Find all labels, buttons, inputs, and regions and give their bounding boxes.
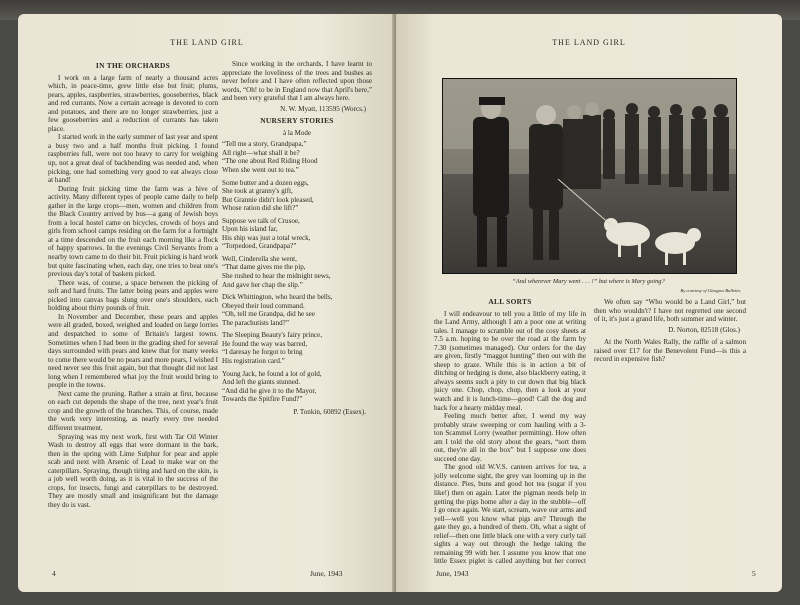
article-title-all-sorts: ALL SORTS	[488, 297, 532, 306]
running-head-left: THE LAND GIRL	[170, 38, 244, 47]
verse-line: And left the giants stunned.	[222, 378, 301, 387]
verse	[222, 217, 372, 251]
verse-line: “That dame gives me the pip,	[222, 263, 306, 272]
paragraph: I started work in the early summer of last year and spent a busy two and a half months fruit picking. I found raspberries full, were not too heavy to carry for weighing up, not a great deal of backbending was needed and, when picking, one had something very good to eat always close at hand!	[48, 133, 218, 185]
verse-line: His ship was just a total wreck,	[222, 233, 311, 242]
verse-line: “I daresay he forgot to bring	[222, 348, 303, 357]
verse-line: “Tell me a story, Grandpapa,”	[222, 140, 307, 149]
verse-line: Some butter and a dozen eggs,	[222, 178, 309, 187]
paragraph: There was, of course, a space between the picking of soft and hard fruits. The latter being pears and apples were picked into canvas bags slung over one's shoulders, each holding about thirty pounds of fruit.	[48, 278, 218, 313]
photo-caption: “And wherever Mary went . . . !” but where is Mary going?	[512, 278, 665, 285]
verse	[222, 370, 372, 404]
verse-line: And gave her chap the slip.”	[222, 280, 303, 289]
paragraph: The good old W.V.S. canteen arrives for tea, a jolly welcome sight, the grey van looming up in the distance. Pies, buns and good hot tea (sugar if you like!) then on again. Later the pigman needs help in getting the pigs home after a day in the stubble—off I go once again. We start, scream, wave our arms and yell—well you know what pigs are? Through the gate they go, a hundred of them. Oh, what a sight of relief—then one little black one with a very curly tail sights a way out through the hedge taking the remaining 99 with her. I assume you know that one little Essex piglet is called anything but her correct	[434, 463, 586, 566]
signature-tonkin: P. Tonkin, 60892 (Essex).	[293, 407, 366, 416]
running-head-right: THE LAND GIRL	[552, 38, 626, 47]
verse-line: Whose ration did she lift?”	[222, 204, 299, 213]
article-subtitle: à la Mode	[283, 128, 311, 137]
paragraph: Feeling much better after, I wend my way probably straw sweeping or corn hauling with a 3-ton Scammel Lorry (weather permitting). How often am I told the old story about the gears, “sort them out, they're all in the box” but I suppose one does succeed one day.	[434, 412, 586, 463]
verse-line: “And did he give it to the Mayor,	[222, 386, 317, 395]
verse	[222, 179, 372, 213]
left-column-1	[48, 60, 218, 570]
right-column-2	[594, 298, 746, 570]
verse-line: Well, Cinderella she went,	[222, 254, 297, 263]
paragraph: I work on a large farm of nearly a thousand acres which, in peace-time, grew little else but fruit; plums, pears, apples, raspberries, strawberries, gooseberries, black and red currants. Now a certain acreage is devoted to corn and potatoes, and there are no longer strawberries, just a few gooseberries and a reduction of currants has taken place.	[48, 73, 218, 133]
right-page	[396, 14, 782, 592]
verse	[222, 293, 372, 327]
left-column-2	[222, 60, 372, 580]
paragraph: I will endeavour to tell you a little of my life in the Land Army, although I am a poor one at writing tales. I manage to scramble out of the cosy sheets at 7.5 a.m. hoping to be over the road at the farm by 7.30 (sometimes managed). Our orders for the day are given, firstly “maggot hunting” then out with the sheep to graze. While this is in action a bit of ditching or hedging is done, also blackberry eating, it always seems such a pity to cut down that big black juicy one. Chop, chop, chop, then a look at your watch and it is lunch-time—good! Call the dog and back for a hearty midday meal.	[434, 309, 586, 412]
article-title-nursery: NURSERY STORIES	[260, 116, 334, 126]
verse-line: Young Jack, he found a lot of gold,	[222, 369, 322, 378]
photograph	[442, 78, 737, 274]
verse-line: She rushed to hear the midnight news,	[222, 272, 331, 281]
paragraph: We often say “Who would be a Land Girl,” but then who wouldn't? I have not regretted one second of it, it's just a grand life, both summer and winter.	[594, 298, 746, 324]
signature-myatt: N. W. Myatt, 113595 (Worcs.)	[280, 104, 366, 113]
verse-line: When she went out to tea.”	[222, 166, 299, 175]
verse-line: His registration card.”	[222, 356, 285, 365]
verse	[222, 331, 372, 365]
page-number-left: 4	[52, 569, 56, 578]
page-number-right: 5	[752, 569, 756, 578]
note-paragraph: At the North Wales Rally, the raffle of a salmon raised over £17 for the Benevolent Fund—is this a record in expensive fish?	[594, 338, 746, 364]
verse-line: Towards the Spitfire Fund?”	[222, 395, 303, 404]
paragraph: During fruit picking time the farm was a hive of activity. Many different types of people came daily to help gather in the large crops—men, women and children from the Black Country arrived by bus—a gang of Jewish boys from a local hostel came on bicycles, crowds of boys and girls from school camps residing on the farm for a fortnight at a time descended on the fruit each morning like a flock of happy sparrows. In the evenings Civil Servants from a nearby town came to do their bit. Fruit picking is hard work but quite fascinating when, each day, one tries to beat one's previous day's total of baskets picked.	[48, 184, 218, 279]
verse	[222, 255, 372, 289]
verse-line: “The one about Red Riding Hood	[222, 157, 318, 166]
folio-date-right: June, 1943	[436, 569, 469, 578]
verse-line: He found the way was barred,	[222, 339, 308, 348]
verse-line: Suppose we talk of Crusoe,	[222, 216, 300, 225]
folio-date-left: June, 1943	[310, 569, 343, 578]
photo-credit: By courtesy of Glasgow Bulletin.	[680, 288, 741, 293]
paragraph: In November and December, these pears and apples were all graded, boxed, weighed and loaded on large lorries and despatched to some of Britain's largest towns. Sometimes when I had been in the grading shed for several days surrounded with pears and knew that for many weeks to come there would be no pears and more pears, I wished I need never see this fruit again, but that thought did not last long when I remembered what joy the fruit would bring to people in the towns.	[48, 312, 218, 390]
verse-line: “Oh, tell me Grandpa, did he see	[222, 310, 315, 319]
verse-line: All right—what shall it be?	[222, 148, 300, 157]
right-column-1	[434, 296, 586, 566]
verse-line: Upon his island far,	[222, 225, 278, 234]
paragraph: Since working in the orchards, I have learnt to appreciate the loveliness of the trees and bushes as never before and I have often reflected upon those words, “Oh! to be in England now that April's here,” and been very grateful that I am always here.	[222, 60, 372, 103]
signature-norton: D. Norton, 82518 (Glos.)	[668, 325, 740, 334]
verse-line: “Torpedoed, Grandpapa?”	[222, 242, 297, 251]
verse-line: Obeyed their loud command.	[222, 301, 305, 310]
verse	[222, 140, 372, 174]
article-title-orchards: IN THE ORCHARDS	[95, 61, 171, 70]
paragraph: Next came the pruning. Rather a strain at first, because on each cut depends the shape of the tree, next year's fruit crop and the growth of the branches. This, of course, made the work very interesting, as nearly every tree needed different treatment.	[48, 389, 218, 432]
verse-line: Dick Whittington, who heard the bells,	[222, 293, 333, 302]
verse-line: The parachutists land?”	[222, 318, 289, 327]
photo-image	[443, 79, 737, 274]
verse-line: She took at granny's gift,	[222, 187, 293, 196]
paragraph: Spraying was my next work, first with Tar Oil Winter Wash to destroy all eggs that were dormant in the bark, then in the spring with Lime Sulphur for pear and apple scab and next with Arsenic of Lead to make war on the caterpillars. Spraying, though tiring and hard on the skin, is a job well worth doing, as it is vital to the success of the crops, for insects, fungi and caterpillars to be destroyed. They are mostly small and insignificant but the damage they do is vast.	[48, 432, 218, 509]
verse-line: But Grannie didn't look pleased,	[222, 195, 314, 204]
verse-line: The Sleeping Beauty's fairy prince,	[222, 331, 322, 340]
left-page	[18, 14, 396, 592]
